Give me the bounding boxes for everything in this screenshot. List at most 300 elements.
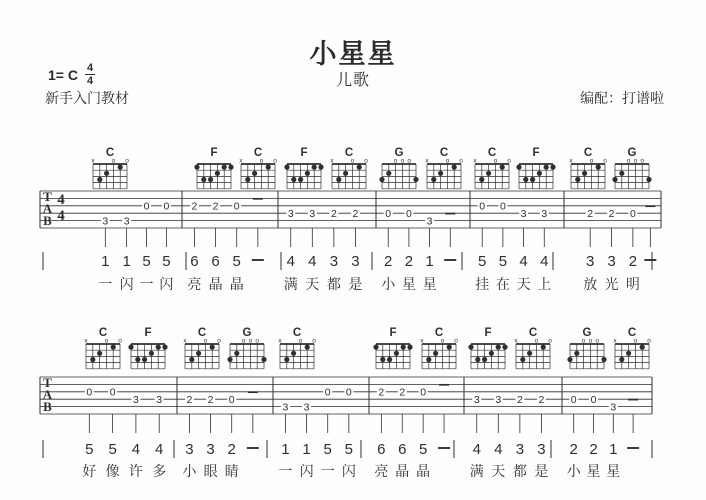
open-mute-marker: o	[493, 157, 498, 165]
melody-number: 1	[281, 441, 290, 458]
melody-number: 4	[308, 253, 317, 270]
finger-dot	[489, 351, 494, 356]
finger-dot	[500, 165, 505, 170]
open-mute-marker: o	[603, 157, 607, 165]
chord-diagram-G	[227, 327, 266, 369]
chord-diagram-F	[128, 327, 167, 369]
tab-fret-number: 0	[590, 394, 597, 406]
lyric-char: 一	[278, 463, 293, 479]
chord-label: G	[242, 327, 252, 339]
finger-dot	[387, 357, 392, 362]
finger-dot	[574, 351, 579, 356]
time-numerator: 4	[86, 62, 94, 74]
tab-fret-number: 0	[163, 200, 170, 213]
chord-label: C	[253, 147, 263, 159]
melody-number: 1	[609, 441, 618, 458]
finger-dot	[447, 345, 452, 350]
finger-dot	[343, 171, 348, 176]
open-mute-marker: o	[241, 337, 246, 345]
open-mute-marker: o	[259, 157, 264, 165]
chord-label: G	[394, 147, 404, 159]
chord-diagram-C	[425, 147, 463, 189]
tab-fret-number: 0	[109, 386, 116, 399]
chord-label: C	[105, 147, 115, 159]
open-mute-marker: o	[626, 157, 631, 165]
chord-label: G	[582, 327, 592, 339]
open-mute-marker: x	[613, 337, 617, 345]
lyric-char: 晶	[416, 463, 431, 479]
open-mute-marker: o	[507, 157, 511, 165]
open-mute-marker: o	[581, 337, 586, 345]
chord-label: C	[344, 147, 354, 159]
chord-diagram-F	[468, 327, 507, 369]
lyric-char: 小	[182, 463, 197, 479]
lyric-char: 多	[152, 463, 167, 479]
key-label: 1= C	[48, 66, 78, 83]
finger-dot	[373, 345, 378, 350]
finger-dot	[502, 345, 507, 350]
melody-number: 5	[142, 253, 151, 270]
tab-fret-number: 3	[303, 401, 310, 414]
tab-fret-number: 3	[123, 215, 130, 228]
lyric-char: 闪	[119, 276, 134, 292]
lyric-char: 一	[139, 276, 154, 292]
tab-fret-number: 2	[587, 208, 594, 220]
song-genre: 儿歌	[335, 72, 370, 89]
tab-clef-letter: T	[43, 189, 52, 204]
tab-fret-number: 2	[399, 386, 406, 399]
open-mute-marker: o	[589, 157, 594, 165]
chord-diagram-C	[569, 147, 607, 189]
lyric-char: 是	[534, 463, 549, 479]
finger-dot	[357, 165, 362, 170]
melody-number: 5	[162, 253, 171, 270]
tab-clef-letter: A	[42, 387, 53, 402]
finger-dot	[135, 357, 140, 362]
chord-row	[84, 327, 651, 369]
tab-fret-number: 0	[405, 208, 412, 220]
finger-dot	[261, 357, 266, 362]
tab-fret-number: 0	[345, 386, 352, 399]
open-mute-marker: o	[440, 337, 445, 345]
finger-dot	[550, 165, 555, 170]
melody-number: 2	[384, 253, 393, 270]
finger-dot	[318, 165, 323, 170]
lyric-char: 一	[320, 463, 335, 479]
lyric-char: 晶	[229, 276, 244, 292]
finger-dot	[312, 165, 317, 170]
open-mute-marker: o	[217, 337, 221, 345]
melody-number: 5	[108, 441, 117, 458]
tab-fret-number: 3	[473, 394, 480, 406]
tab-fret-number: 0	[420, 386, 427, 399]
chord-label: F	[532, 147, 540, 159]
lyric-char: 都	[326, 276, 341, 292]
melody-number: 5	[323, 441, 332, 458]
tab-fret-number: 3	[309, 208, 316, 220]
finger-dot	[426, 357, 431, 362]
system-2	[40, 327, 652, 479]
tab-fret-number: 3	[426, 215, 433, 228]
open-mute-marker: o	[248, 337, 253, 345]
finger-dot	[516, 165, 521, 170]
open-mute-marker: o	[111, 157, 116, 165]
chord-label: F	[300, 147, 308, 159]
tab-clef-letter: B	[43, 399, 52, 414]
tab-fret-number: 2	[191, 200, 198, 213]
open-mute-marker: o	[407, 157, 412, 165]
finger-dot	[452, 165, 457, 170]
open-mute-marker: o	[633, 337, 638, 345]
melody-number: 3	[185, 441, 194, 458]
finger-dot	[189, 357, 194, 362]
lyric-char: 都	[512, 463, 527, 479]
finger-dot	[379, 177, 384, 182]
finger-dot	[541, 345, 546, 350]
melody-number: 5	[418, 441, 428, 458]
melody-number: 3	[586, 253, 595, 270]
lyric-char: 明	[625, 276, 640, 292]
finger-dot	[104, 171, 109, 176]
tab-fret-number: 3	[102, 215, 109, 228]
tab-staff	[40, 189, 661, 247]
finger-dot	[142, 357, 147, 362]
lyric-char: 闪	[341, 463, 356, 479]
finger-dot	[118, 165, 123, 170]
finger-dot	[544, 165, 549, 170]
tab-fret-number: 0	[570, 394, 577, 406]
finger-dot	[284, 357, 289, 362]
lyric-char: 亮	[187, 276, 202, 292]
finger-dot	[245, 177, 250, 182]
lyric-char: 满	[469, 463, 484, 479]
tab-fret-number: 3	[610, 401, 617, 414]
melody-number: 2	[628, 253, 638, 270]
finger-dot	[210, 345, 215, 350]
finger-dot	[222, 165, 227, 170]
open-mute-marker: x	[425, 157, 429, 165]
lyric-char: 星	[586, 463, 601, 479]
chord-label: F	[210, 147, 218, 159]
finger-dot	[413, 177, 418, 182]
chord-label: F	[389, 327, 397, 339]
open-mute-marker: o	[445, 157, 450, 165]
lyric-char: 是	[348, 276, 363, 292]
finger-dot	[266, 165, 271, 170]
chord-diagram-C	[613, 327, 651, 369]
melody-number: 3	[206, 441, 215, 458]
tab-fret-number: 3	[495, 394, 502, 406]
melody-number: 5	[232, 253, 241, 270]
tab-fret-number: 0	[228, 394, 235, 406]
finger-dot	[305, 345, 310, 350]
finger-dot	[626, 351, 631, 356]
lyric-char: 一	[98, 276, 113, 292]
lyric-char: 满	[283, 276, 298, 292]
melody-number: 6	[377, 441, 386, 458]
finger-dot	[530, 177, 535, 182]
melody-number: 3	[351, 253, 360, 270]
material-label: 新手入门教材	[45, 90, 129, 106]
finger-dot	[227, 357, 232, 362]
tab-staff	[40, 375, 652, 433]
melody-number: 4	[494, 441, 503, 458]
lyric-char: 星	[606, 463, 621, 479]
lyric-char: 小	[566, 463, 581, 479]
open-mute-marker: o	[364, 157, 368, 165]
melody-number: 4	[540, 253, 549, 270]
finger-dot	[97, 177, 102, 182]
tab-fret-number: 3	[287, 208, 294, 220]
open-mute-marker: x	[278, 337, 282, 345]
melody-number: 4	[472, 441, 481, 458]
chord-label: C	[583, 147, 593, 159]
open-mute-marker: x	[91, 157, 95, 165]
finger-dot	[234, 351, 239, 356]
lyric-char: 好	[82, 463, 97, 479]
lyric-char: 亮	[374, 463, 389, 479]
time-sig-bottom: 4	[57, 208, 65, 224]
open-mute-marker: o	[312, 337, 316, 345]
tab-clef-letter: A	[42, 201, 53, 216]
melody-number: 6	[211, 253, 220, 270]
chord-diagram-C	[514, 327, 552, 369]
time-sig-top: 4	[57, 192, 65, 208]
chord-diagram-C	[183, 327, 221, 369]
open-mute-marker: x	[473, 157, 477, 165]
finger-dot	[228, 165, 233, 170]
open-mute-marker: o	[203, 337, 208, 345]
finger-dot	[111, 345, 116, 350]
finger-dot	[468, 345, 473, 350]
chord-diagram-F	[373, 327, 412, 369]
open-mute-marker: o	[534, 337, 539, 345]
lyric-char: 许	[128, 463, 143, 479]
finger-dot	[201, 177, 206, 182]
chord-label: C	[439, 147, 449, 159]
lyric-char: 天	[305, 276, 320, 292]
finger-dot	[567, 357, 572, 362]
tab-fret-number: 2	[212, 200, 219, 213]
chord-diagram-G	[567, 327, 606, 369]
lyric-char: 眼	[203, 463, 218, 479]
melody-number: 4	[286, 253, 295, 270]
chord-diagram-C	[420, 327, 458, 369]
open-mute-marker: o	[118, 337, 122, 345]
finger-dot	[482, 357, 487, 362]
tab-fret-number: 3	[132, 394, 139, 406]
open-mute-marker: o	[104, 337, 109, 345]
finger-dot	[194, 165, 199, 170]
melody-number: 4	[131, 441, 141, 458]
arranger-credit: 编配：打谱啦	[580, 90, 664, 106]
chord-label: C	[292, 327, 302, 339]
chord-label: F	[484, 327, 492, 339]
open-mute-marker: x	[84, 337, 88, 345]
melody-number: 3	[607, 253, 616, 270]
open-mute-marker: o	[298, 337, 303, 345]
finger-dot	[612, 177, 617, 182]
finger-dot	[298, 177, 303, 182]
chord-row	[91, 147, 651, 189]
finger-dot	[149, 351, 154, 356]
melody-number: 5	[478, 253, 487, 270]
lyric-char: 闪	[159, 276, 174, 292]
finger-dot	[433, 351, 438, 356]
open-mute-marker: o	[459, 157, 463, 165]
chord-diagram-F	[284, 147, 323, 189]
finger-dot	[386, 171, 391, 176]
open-mute-marker: o	[125, 157, 129, 165]
finger-dot	[475, 357, 480, 362]
lyric-char: 挂	[475, 276, 490, 292]
open-mute-marker: o	[350, 157, 355, 165]
finger-dot	[401, 345, 406, 350]
finger-dot	[90, 357, 95, 362]
melody-number: 1	[302, 441, 311, 458]
melody-line	[43, 440, 652, 458]
lyric-char: 上	[537, 276, 552, 292]
finger-dot	[527, 351, 532, 356]
melody-number: 1	[425, 253, 434, 270]
song-title: 小星星	[309, 39, 397, 69]
tab-fret-number: 3	[541, 208, 548, 220]
finger-dot	[252, 171, 257, 176]
chord-diagram-C	[278, 327, 316, 369]
finger-dot	[128, 345, 133, 350]
melody-number: 1	[122, 253, 131, 270]
melody-number: 5	[85, 441, 94, 458]
lyric-char: 闪	[299, 463, 314, 479]
tab-fret-number: 2	[352, 208, 359, 220]
tab-fret-number: 2	[608, 208, 615, 220]
lyric-char: 小	[381, 276, 396, 292]
finger-dot	[479, 177, 484, 182]
open-mute-marker: x	[569, 157, 573, 165]
finger-dot	[582, 171, 587, 176]
chord-label: G	[627, 147, 637, 159]
time-denominator: 4	[86, 75, 94, 87]
melody-number: 6	[190, 253, 199, 270]
finger-dot	[520, 357, 525, 362]
tab-fret-number: 2	[207, 394, 214, 406]
lyric-char: 光	[604, 276, 619, 292]
chord-label: C	[197, 327, 207, 339]
melody-number: 2	[227, 441, 236, 458]
finger-dot	[208, 177, 213, 182]
finger-dot	[619, 357, 624, 362]
chord-diagram-G	[379, 147, 418, 189]
chord-diagram-C	[84, 327, 122, 369]
chord-label: C	[98, 327, 108, 339]
finger-dot	[496, 345, 501, 350]
tab-fret-number: 2	[330, 208, 337, 220]
tab-fret-number: 3	[156, 394, 163, 406]
finger-dot	[215, 171, 220, 176]
finger-dot	[575, 177, 580, 182]
open-mute-marker: o	[640, 157, 645, 165]
finger-dot	[162, 345, 167, 350]
tab-fret-number: 3	[282, 401, 289, 414]
tab-fret-number: 2	[378, 386, 385, 399]
melody-number: 2	[589, 441, 598, 458]
open-mute-marker: o	[255, 337, 260, 345]
finger-dot	[619, 171, 624, 176]
finger-dot	[394, 351, 399, 356]
finger-dot	[640, 345, 645, 350]
chord-diagram-F	[194, 147, 233, 189]
open-mute-marker: x	[183, 337, 187, 345]
chord-diagram-C	[239, 147, 277, 189]
tab-fret-number: 0	[324, 386, 331, 399]
tab-fret-number: 0	[143, 200, 150, 213]
melody-number: 6	[398, 441, 407, 458]
finger-dot	[291, 177, 296, 182]
open-mute-marker: o	[633, 157, 638, 165]
melody-number: 3	[515, 441, 525, 458]
open-mute-marker: x	[514, 337, 518, 345]
lyric-char: 星	[401, 276, 416, 292]
tab-clef-letter: T	[43, 375, 52, 390]
melody-line	[43, 252, 656, 270]
finger-dot	[596, 165, 601, 170]
chord-diagram-C	[473, 147, 511, 189]
finger-dot	[431, 177, 436, 182]
chord-label: C	[434, 327, 444, 339]
chord-label: C	[627, 327, 637, 339]
finger-dot	[305, 171, 310, 176]
tab-fret-number: 2	[538, 394, 545, 406]
chord-label: F	[144, 327, 152, 339]
lyric-char: 晶	[208, 276, 223, 292]
melody-number: 2	[569, 441, 578, 458]
open-mute-marker: x	[420, 337, 424, 345]
chord-diagram-C	[330, 147, 368, 189]
melody-number: 3	[537, 441, 546, 458]
system-1	[40, 147, 661, 292]
lyric-char: 睛	[224, 463, 239, 479]
lyric-char: 晶	[395, 463, 410, 479]
chord-diagram-C	[91, 147, 129, 189]
lyric-char: 在	[495, 276, 510, 292]
open-mute-marker: o	[454, 337, 458, 345]
finger-dot	[156, 345, 161, 350]
finger-dot	[523, 177, 528, 182]
chord-label: C	[487, 147, 497, 159]
open-mute-marker: o	[595, 337, 600, 345]
tab-fret-number: 0	[86, 386, 93, 399]
tab-fret-number: 0	[629, 208, 636, 220]
lyric-char: 像	[105, 463, 120, 479]
finger-dot	[336, 177, 341, 182]
lyric-char: 天	[491, 463, 506, 479]
finger-dot	[407, 345, 412, 350]
finger-dot	[97, 351, 102, 356]
open-mute-marker: x	[330, 157, 334, 165]
tab-fret-number: 0	[233, 200, 240, 213]
melody-number: 4	[519, 253, 528, 270]
finger-dot	[646, 177, 651, 182]
open-mute-marker: o	[647, 337, 651, 345]
lyric-char: 放	[583, 276, 598, 292]
tab-fret-number: 0	[479, 200, 486, 213]
melody-number: 1	[101, 253, 110, 270]
finger-dot	[196, 351, 201, 356]
finger-dot	[486, 171, 491, 176]
melody-number: 5	[498, 253, 508, 270]
lyric-char: 天	[516, 276, 531, 292]
finger-dot	[380, 357, 385, 362]
